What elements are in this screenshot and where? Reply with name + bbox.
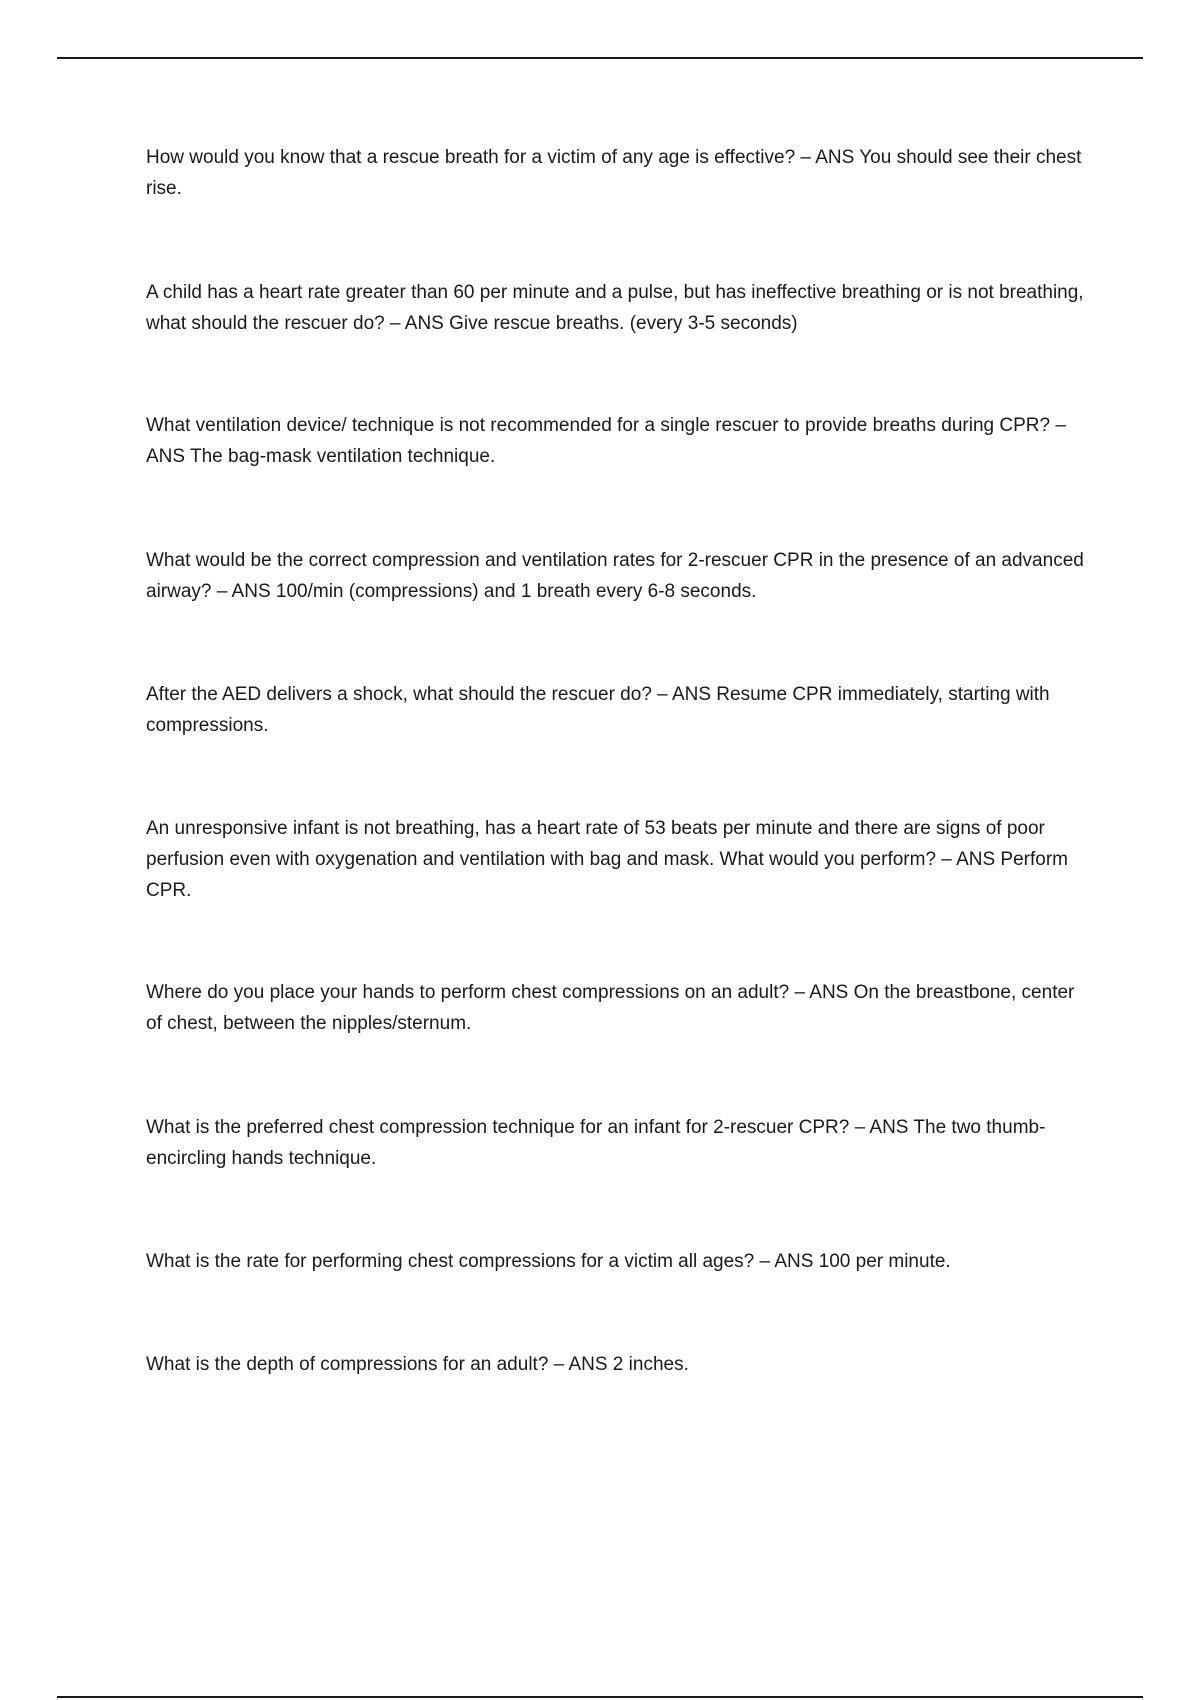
header-rule — [57, 57, 1143, 59]
qa-item-1: How would you know that a rescue breath for a victim of any age is effective? – ANS You should see their chest rise. — [146, 147, 1082, 199]
footer-rule — [57, 1696, 1143, 1698]
qa-item-6: An unresponsive infant is not breathing, has a heart rate of 53 beats per minute and there are signs of poor perfusion even with oxygenation and ventilation with bag and mask. What would you perform? – ANS Perform CPR. — [146, 818, 1069, 901]
qa-item-7: Where do you place your hands to perform chest compressions on an adult? – ANS On the breastbone, center of chest, between the nipples/sternum. — [146, 982, 1075, 1034]
qa-item-10: What is the depth of compressions for an adult? – ANS 2 inches. — [146, 1354, 689, 1375]
qa-item-8: What is the preferred chest compression technique for an infant for 2-rescuer CPR? – ANS The two thumb-encircling hands technique. — [146, 1117, 1046, 1169]
qa-item-5: After the AED delivers a shock, what should the rescuer do? – ANS Resume CPR immediately, starting with compressions. — [146, 684, 1050, 736]
qa-item-2: A child has a heart rate greater than 60 per minute and a pulse, but has ineffective breathing or is not breathing, what should the rescuer do? – ANS Give rescue breaths. (every 3-5 seconds) — [146, 282, 1084, 334]
qa-item-9: What is the rate for performing chest compressions for a victim all ages? – ANS 100 per minute. — [146, 1251, 951, 1272]
qa-item-3: What ventilation device/ technique is not recommended for a single rescuer to provide breaths during CPR? – ANS The bag-mask ventilation technique. — [146, 415, 1066, 467]
qa-item-4: What would be the correct compression and ventilation rates for 2-rescuer CPR in the presence of an advanced airway? – ANS 100/min (compressions) and 1 breath every 6-8 seconds. — [146, 550, 1084, 602]
